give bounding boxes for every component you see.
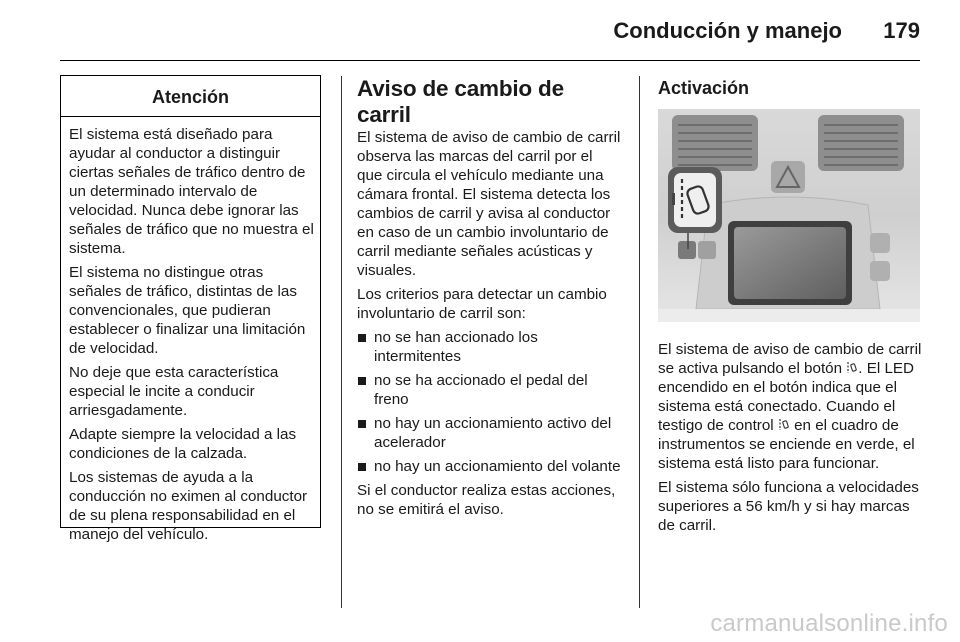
text-run: El sistema de aviso de cambio de carril se activa pulsando el botón xyxy=(658,341,922,377)
list-item-text: no hay un accionamiento activo del acelerador xyxy=(374,415,612,451)
dashboard-lane-assist-button-photo xyxy=(658,109,920,322)
list-item xyxy=(357,371,622,409)
section-title: Aviso de cambio de carril xyxy=(357,76,564,127)
bullet-square-icon xyxy=(358,420,366,428)
header-title: Conducción y manejo xyxy=(613,18,842,43)
text-run: . El LED encendido en el botón indica que el sistema está conectado. Cuando el testigo de control xyxy=(658,360,915,434)
list-item-text: no se ha accionado el pedal del freno xyxy=(374,372,588,408)
warning-paragraph: Los sistemas de ayuda a la conducción no eximen al conductor de su plena responsabilidad en el manejo del vehículo. xyxy=(69,469,308,543)
list-item xyxy=(357,457,622,476)
warning-paragraph: No deje que esta característica especial le incite a conducir arriesgadamente. xyxy=(69,364,279,419)
column-divider-2 xyxy=(639,76,640,608)
activation-section xyxy=(658,76,924,540)
activation-paragraph xyxy=(658,340,924,473)
warning-body xyxy=(61,117,320,544)
lane-departure-icon xyxy=(846,361,858,374)
column-divider-1 xyxy=(341,76,342,608)
activation-title: Activación xyxy=(658,78,750,98)
bullet-square-icon xyxy=(358,334,366,342)
criteria-list xyxy=(357,328,622,476)
warning-paragraph: Adapte siempre la velocidad a las condiciones de la calzada. xyxy=(69,426,297,462)
bullet-square-icon xyxy=(358,377,366,385)
warning-paragraph: El sistema está diseñado para ayudar al conductor a distinguir ciertas señales de tráfico dentro de un determinado intervalo de velocidad. Nunca debe ignorar las señales de tráfico que no muestra el sistema. xyxy=(69,126,314,257)
list-item xyxy=(357,328,622,366)
activation-paragraph: El sistema sólo funciona a velocidades superiores a 56 km/h y si hay marcas de carril. xyxy=(658,479,919,534)
lane-section xyxy=(357,76,622,524)
lane-departure-icon xyxy=(778,418,790,431)
page-header xyxy=(60,14,920,61)
warning-title: Atención xyxy=(61,76,320,117)
text-run: en el cuadro de instrumentos se enciende en verde, el sistema está listo para funcionar. xyxy=(658,417,915,472)
bullet-square-icon xyxy=(358,463,366,471)
criteria-intro: Los criterios para detectar un cambio involuntario de carril son: xyxy=(357,286,607,322)
closing-text: Si el conductor realiza estas acciones, no se emitirá el aviso. xyxy=(357,482,616,518)
page-number: 179 xyxy=(883,18,920,43)
list-item-text: no se han accionado los intermitentes xyxy=(374,329,538,365)
warning-paragraph: El sistema no distingue otras señales de tráfico, distintas de las convencionales, que pudieran establecer o finalizar una limitación de velocidad. xyxy=(69,264,306,357)
activation-text xyxy=(658,340,924,535)
watermark: carmanualsonline.info xyxy=(710,610,948,637)
section-intro: El sistema de aviso de cambio de carril observa las marcas del carril por el que circula el vehículo mediante una cámara frontal. El sistema detecta los cambios de carril y avisa al conductor en caso de un cambio involuntario de carril mediante señales acústicas y visuales. xyxy=(357,129,621,279)
warning-box xyxy=(60,75,321,543)
list-item-text: no hay un accionamiento del volante xyxy=(374,458,621,475)
list-item xyxy=(357,414,622,452)
